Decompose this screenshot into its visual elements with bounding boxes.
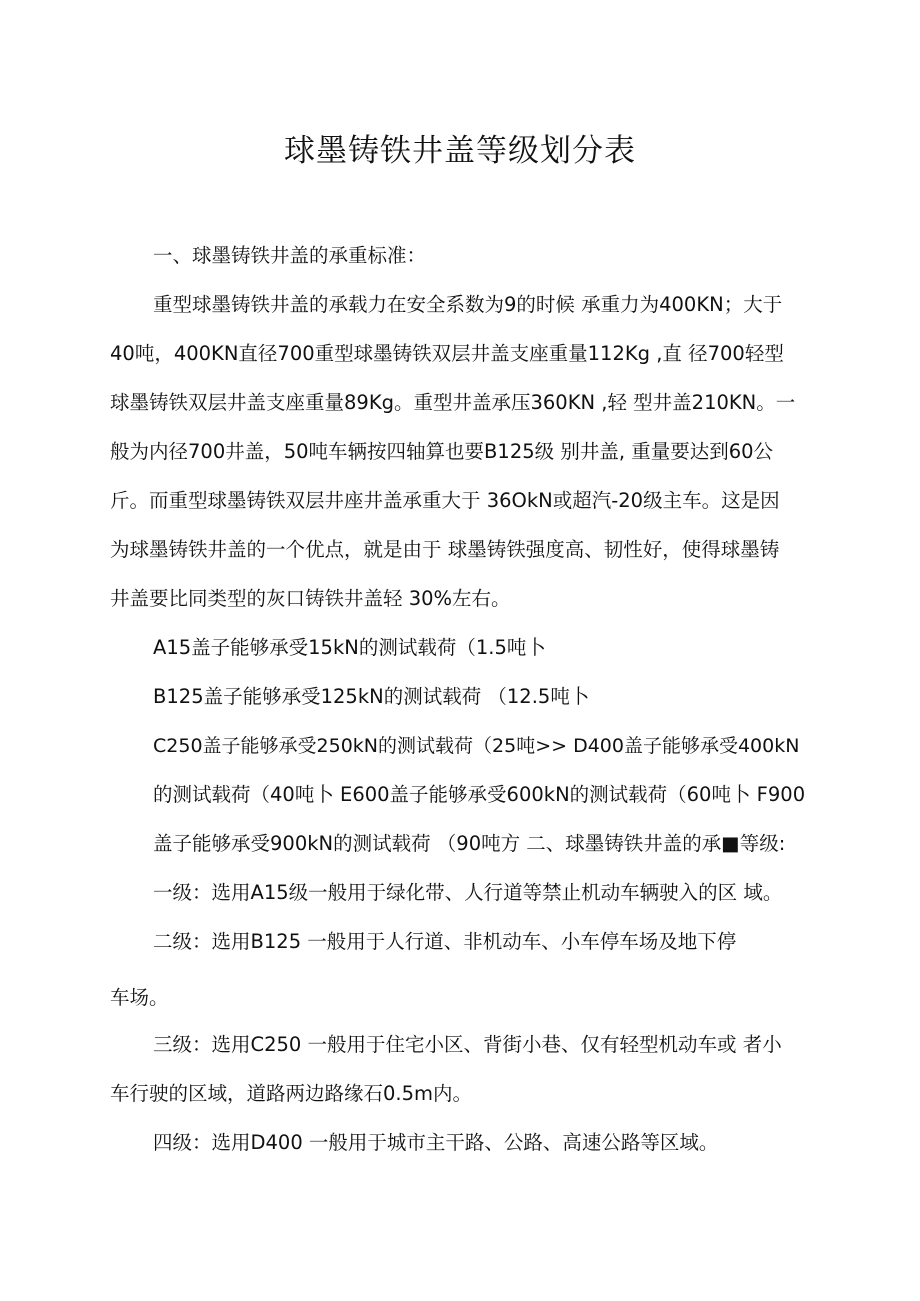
load-class-b125: B125盖子能够承受125kN的测试载荷 （12.5吨卜 <box>153 685 590 708</box>
paragraph-line: 40吨，400KN直径700重型球墨铸铁双层井盖支座重量112Kg ,直 径700轻型 <box>110 342 784 365</box>
grade-level-3-continued: 车行驶的区域，道路两边路缘石0.5m内。 <box>110 1082 473 1105</box>
grade-level-1: 一级：选用A15级一般用于绿化带、人行道等禁止机动车辆驶入的区 域。 <box>153 881 783 904</box>
paragraph-line: 为球墨铸铁井盖的一个优点，就是由于 球墨铸铁强度高、韧性好，使得球墨铸 <box>110 538 780 561</box>
grade-level-3: 三级：选用C250 一般用于住宅小区、背街小巷、仅有轻型机动车或 者小 <box>153 1033 782 1056</box>
paragraph-line: 重型球墨铸铁井盖的承载力在安全系数为9的时候 承重力为400KN；大于 <box>153 293 783 316</box>
grade-level-2-continued: 车场。 <box>110 986 169 1009</box>
load-class-c250-d400: C250盖子能够承受250kN的测试载荷（25吨>> D400盖子能够承受400kN <box>153 735 800 757</box>
document-title: 球墨铸铁井盖等级划分表 <box>284 133 636 169</box>
load-class-a15: A15盖子能够承受15kN的测试载荷（1.5吨卜 <box>153 636 546 659</box>
paragraph-line: 球墨铸铁双层井盖支座重量89Kg。重型井盖承压360KN ,轻 型井盖210KN。一 <box>110 391 796 414</box>
paragraph-line: 般为内径700井盖，50吨车辆按四轴算也要B125级 别井盖, 重量要达到60公 <box>110 440 774 463</box>
load-class-e600-f900: 的测试载荷（40吨卜 E600盖子能够承受600kN的测试载荷（60吨卜 F900 <box>153 783 806 806</box>
paragraph-line: 井盖要比同类型的灰口铸铁井盖轻 30%左右。 <box>110 587 511 610</box>
grade-level-4: 四级：选用D400 一般用于城市主干路、公路、高速公路等区域。 <box>153 1131 719 1154</box>
paragraph-line: 斤。而重型球墨铸铁双层井座井盖承重大于 36OkN或超汽-20级主车。这是因 <box>110 489 780 512</box>
section-heading-1: 一、球墨铸铁井盖的承重标准： <box>153 244 427 267</box>
section-heading-2: 盖子能够承受900kN的测试载荷 （90吨方 二、球墨铸铁井盖的承■等级: <box>153 832 786 855</box>
grade-level-2: 二级：选用B125 一般用于人行道、非机动车、小车停车场及地下停 <box>153 930 737 953</box>
